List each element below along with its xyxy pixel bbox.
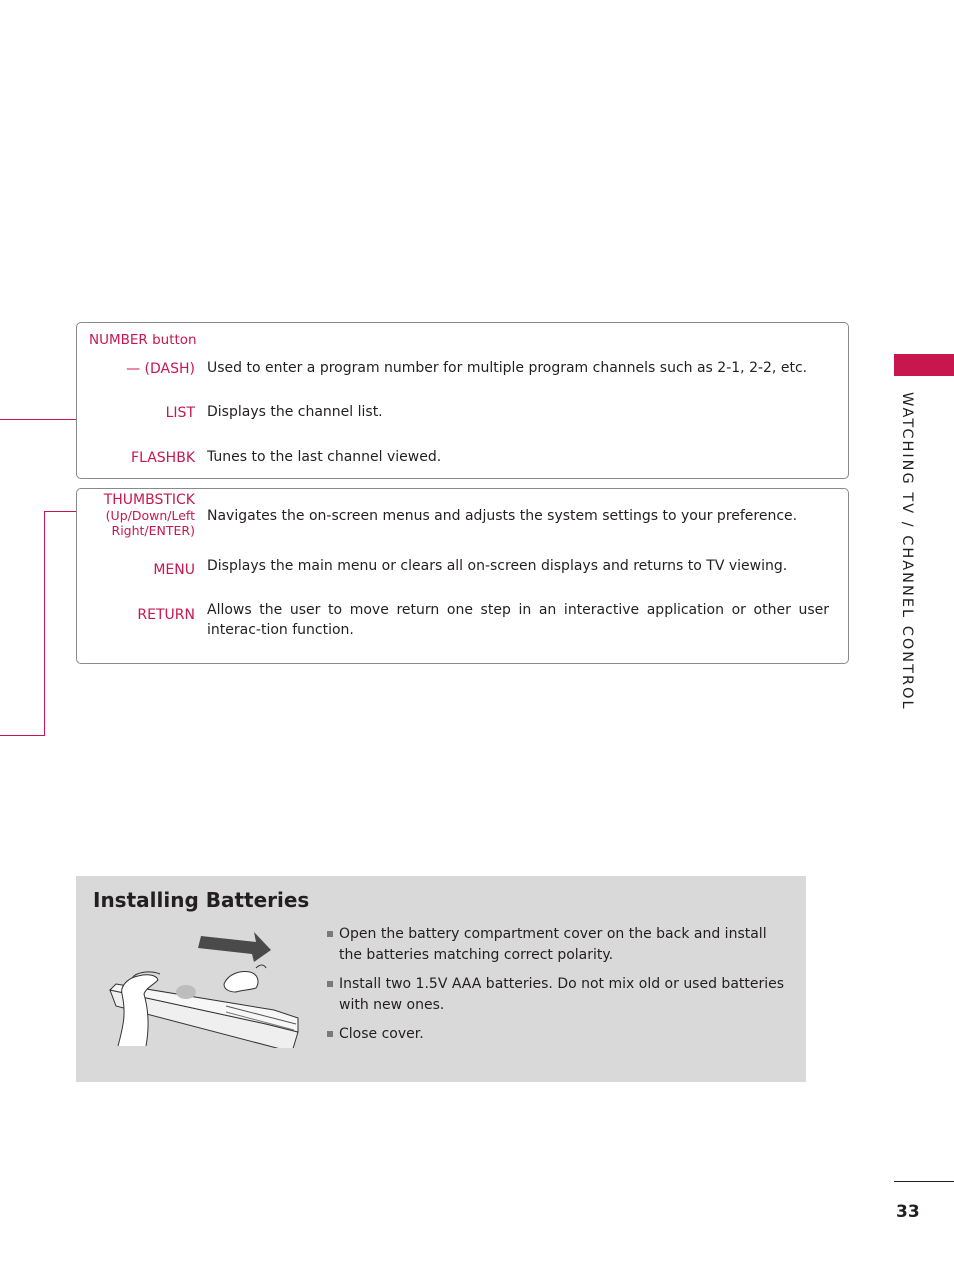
list-item — [326, 1024, 786, 1045]
bullet-square-icon — [327, 1031, 333, 1037]
thumbstick-sub-1: (Up/Down/Left — [105, 508, 195, 523]
menu-key-label: MENU — [153, 562, 195, 578]
menu-description: Displays the main menu or clears all on-screen displays and returns to TV viewing. — [207, 558, 788, 574]
installing-batteries-title: Installing Batteries — [93, 888, 310, 912]
connector-line-2b — [44, 511, 45, 736]
thumbstick-sub-2: Right/ENTER) — [111, 523, 195, 538]
battery-step-3: Close cover. — [339, 1026, 424, 1042]
dash-description: Used to enter a program number for multiple program channels such as 2-1, 2-2, etc. — [207, 360, 808, 376]
thumbstick-description: Navigates the on-screen menus and adjusts the system settings to your preference. — [207, 508, 798, 524]
return-key-label: RETURN — [137, 607, 195, 623]
section-tab-marker — [894, 354, 954, 376]
remote-battery-illustration — [106, 928, 306, 1048]
list-description: Displays the channel list. — [207, 404, 383, 420]
connector-line-2c — [0, 735, 45, 736]
page-number-rule — [894, 1181, 954, 1182]
bullet-square-icon — [327, 931, 333, 937]
flashbk-description: Tunes to the last channel viewed. — [207, 449, 442, 465]
installing-batteries-panel — [76, 876, 806, 1082]
connector-line-2a — [44, 511, 76, 512]
list-item — [326, 974, 786, 1016]
list-item — [326, 924, 786, 966]
batteries-steps-list — [326, 924, 786, 1053]
thumbstick-key-label — [104, 492, 195, 538]
number-button-header: NUMBER button — [89, 332, 197, 348]
thumbstick-title: THUMBSTICK — [103, 492, 195, 508]
list-key-label: LIST — [165, 405, 195, 421]
dash-key-label: — (DASH) — [126, 361, 195, 377]
connector-line-1 — [0, 419, 76, 420]
flashbk-key-label: FLASHBK — [131, 450, 195, 466]
page-number: 33 — [896, 1202, 920, 1222]
section-tab-label: WATCHING TV / CHANNEL CONTROL — [899, 392, 915, 711]
navigation-buttons-box — [76, 488, 849, 664]
battery-step-2: Install two 1.5V AAA batteries. Do not mix old or used batteries with new ones. — [339, 976, 785, 1013]
number-button-box — [76, 322, 849, 479]
bullet-square-icon — [327, 981, 333, 987]
battery-step-1: Open the battery compartment cover on the back and install the batteries matching correct polarity. — [339, 926, 767, 963]
return-description: Allows the user to move return one step in an interactive application or other user interac-tion function. — [207, 602, 829, 638]
